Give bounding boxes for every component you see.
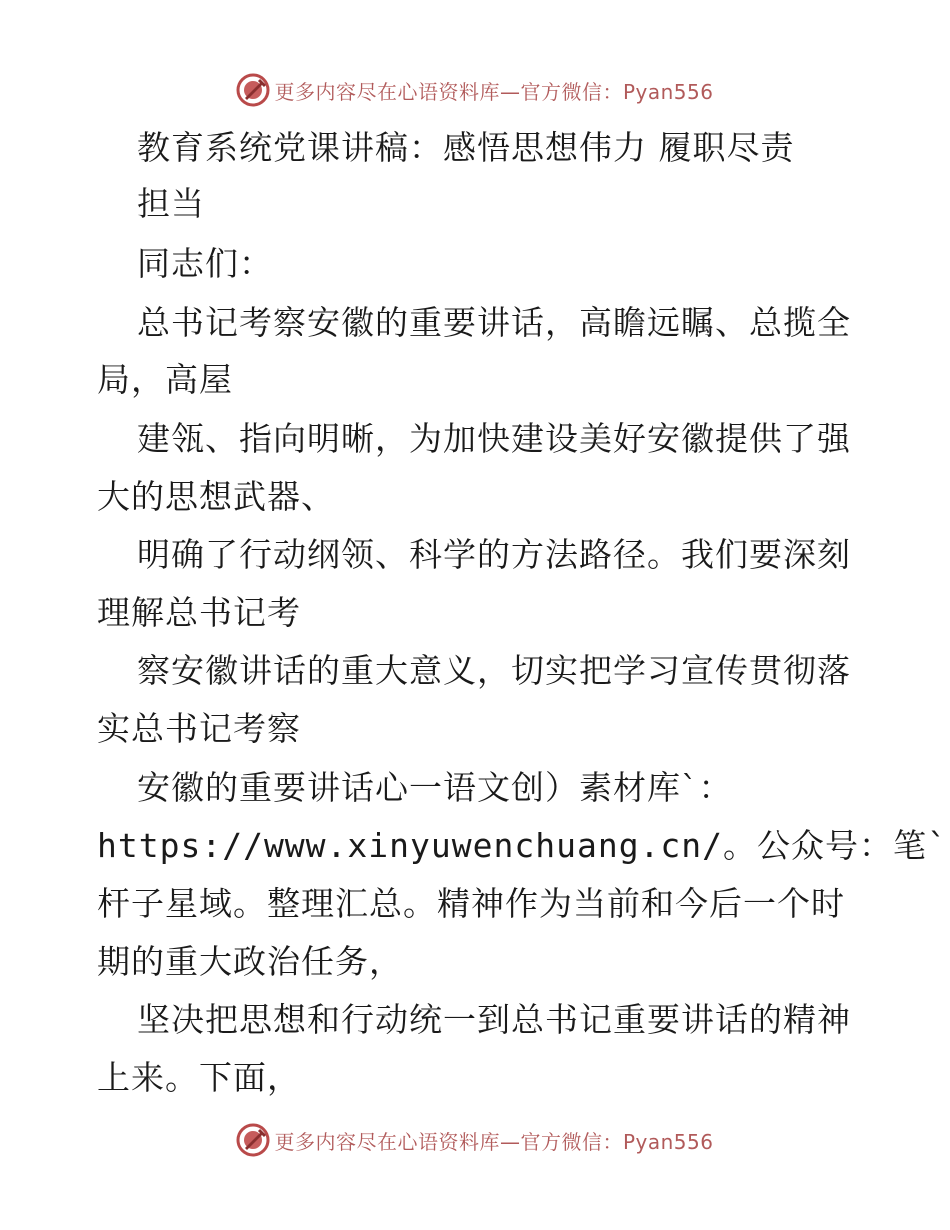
document-title: 教育系统党课讲稿：感悟思想伟力 履职尽责 [137, 128, 795, 167]
paragraph-line: 明确了行动纲领、科学的方法路径。我们要深刻 [137, 535, 851, 574]
paragraph-line: 局，高屋 [97, 360, 233, 399]
header-banner [0, 70, 950, 110]
paragraph-line: 大的思想武器、 [97, 477, 335, 516]
pen-logo-icon [236, 73, 270, 107]
paragraph-line: 同志们： [137, 244, 273, 283]
paragraph-line-url: https://www.xinyuwenchuang.cn/。公众号：笔` [97, 826, 948, 865]
paragraph-line: 实总书记考察 [97, 709, 301, 748]
paragraph-line: 建瓴、指向明晰，为加快建设美好安徽提供了强 [137, 419, 851, 458]
document-title-continued: 担当 [137, 184, 205, 223]
paragraph-line: 理解总书记考 [97, 593, 301, 632]
banner-text: 更多内容尽在心语资料库—官方微信：Pyan556 [274, 79, 714, 104]
banner-text: 更多内容尽在心语资料库—官方微信：Pyan556 [274, 1129, 714, 1154]
paragraph-line: 上来。下面， [97, 1058, 301, 1097]
paragraph-line: 安徽的重要讲话心一语文创）素材库`： [137, 768, 733, 807]
paragraph-line: 察安徽讲话的重大意义，切实把学习宣传贯彻落 [137, 651, 851, 690]
pen-logo-icon [236, 1123, 270, 1157]
paragraph-line: 期的重大政治任务， [97, 942, 403, 981]
paragraph-line: 总书记考察安徽的重要讲话，高瞻远瞩、总揽全 [137, 303, 851, 342]
footer-banner [0, 1120, 950, 1160]
paragraph-line: 杆子星域。整理汇总。精神作为当前和今后一个时 [97, 884, 845, 923]
paragraph-line: 坚决把思想和行动统一到总书记重要讲话的精神 [137, 1000, 851, 1039]
